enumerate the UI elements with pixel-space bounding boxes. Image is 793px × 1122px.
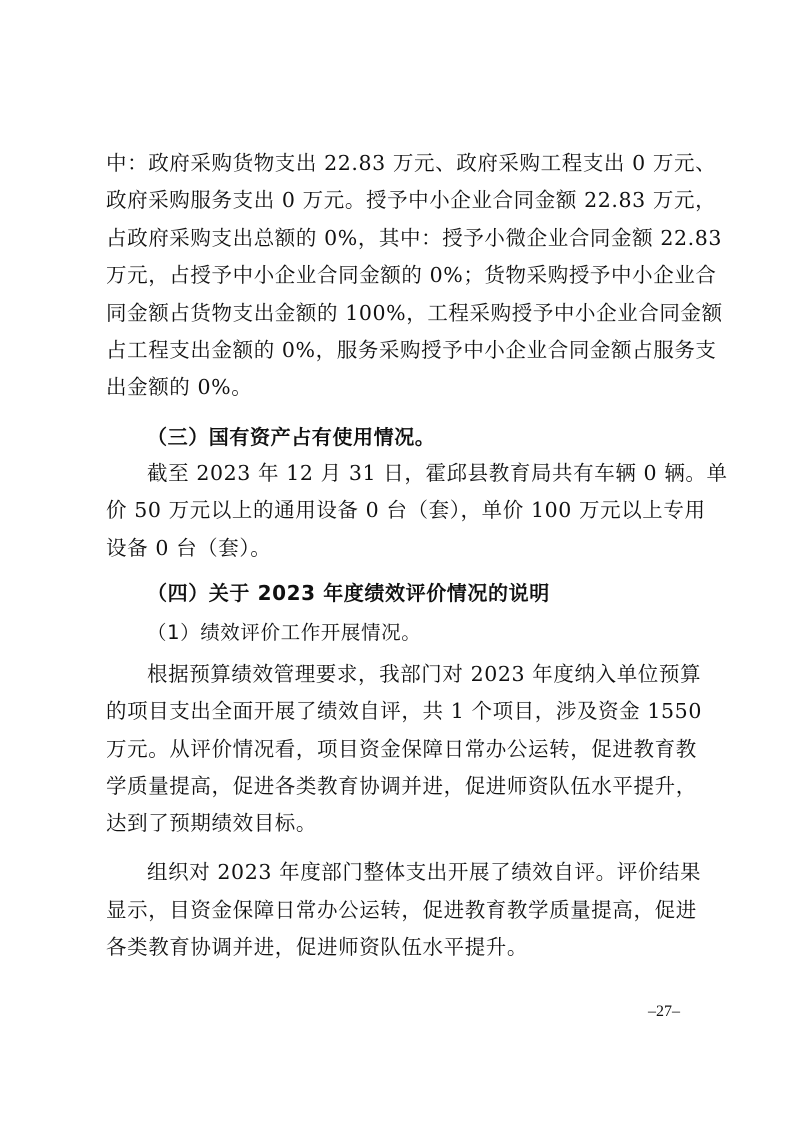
body-text-line: 的项目支出全面开展了绩效自评，共 1 个项目，涉及资金 1550 bbox=[106, 699, 702, 723]
body-text-line: 万元，占授予中小企业合同金额的 0%；货物采购授予中小企业合 bbox=[106, 263, 717, 287]
body-text-line: 同金额占货物支出金额的 100%，工程采购授予中小企业合同金额 bbox=[106, 301, 723, 325]
body-text-line: 价 50 万元以上的通用设备 0 台（套），单价 100 万元以上专用 bbox=[106, 498, 706, 522]
body-text-line: 政府采购服务支出 0 万元。授予中小企业合同金额 22.83 万元， bbox=[106, 188, 717, 212]
body-text-line: 达到了预期绩效目标。 bbox=[106, 811, 317, 835]
body-text-line: 根据预算绩效管理要求，我部门对 2023 年度纳入单位预算 bbox=[147, 662, 702, 686]
body-text-line: 学质量提高，促进各类教育协调并进，促进师资队伍水平提升， bbox=[106, 774, 697, 798]
section-heading: （四）关于 2023 年度绩效评价情况的说明 bbox=[147, 581, 550, 605]
body-text-line: 组织对 2023 年度部门整体支出开展了绩效自评。评价结果 bbox=[147, 860, 702, 884]
body-text-line: 占政府采购支出总额的 0%，其中：授予小微企业合同金额 22.83 bbox=[106, 226, 723, 250]
body-text-line: 中：政府采购货物支出 22.83 万元、政府采购工程支出 0 万元、 bbox=[106, 151, 717, 175]
section-heading: （三）国有资产占有使用情况。 bbox=[147, 425, 436, 449]
page-number: –27– bbox=[648, 1003, 680, 1020]
body-text-line: 出金额的 0%。 bbox=[106, 375, 253, 399]
body-text-line: 设备 0 台（套）。 bbox=[106, 536, 272, 560]
body-text-line: 截至 2023 年 12 月 31 日，霍邱县教育局共有车辆 0 辆。单 bbox=[147, 461, 728, 485]
body-text-line: 显示，目资金保障日常办公运转，促进教育教学质量提高，促进 bbox=[106, 898, 697, 922]
body-text-line: 万元。从评价情况看，项目资金保障日常办公运转，促进教育教 bbox=[106, 737, 697, 761]
body-text-line: 各类教育协调并进，促进师资队伍水平提升。 bbox=[106, 935, 528, 959]
body-text-line: 占工程支出金额的 0%，服务采购授予中小企业合同金额占服务支 bbox=[106, 338, 717, 362]
sub-heading: （1）绩效评价工作开展情况。 bbox=[147, 621, 422, 644]
